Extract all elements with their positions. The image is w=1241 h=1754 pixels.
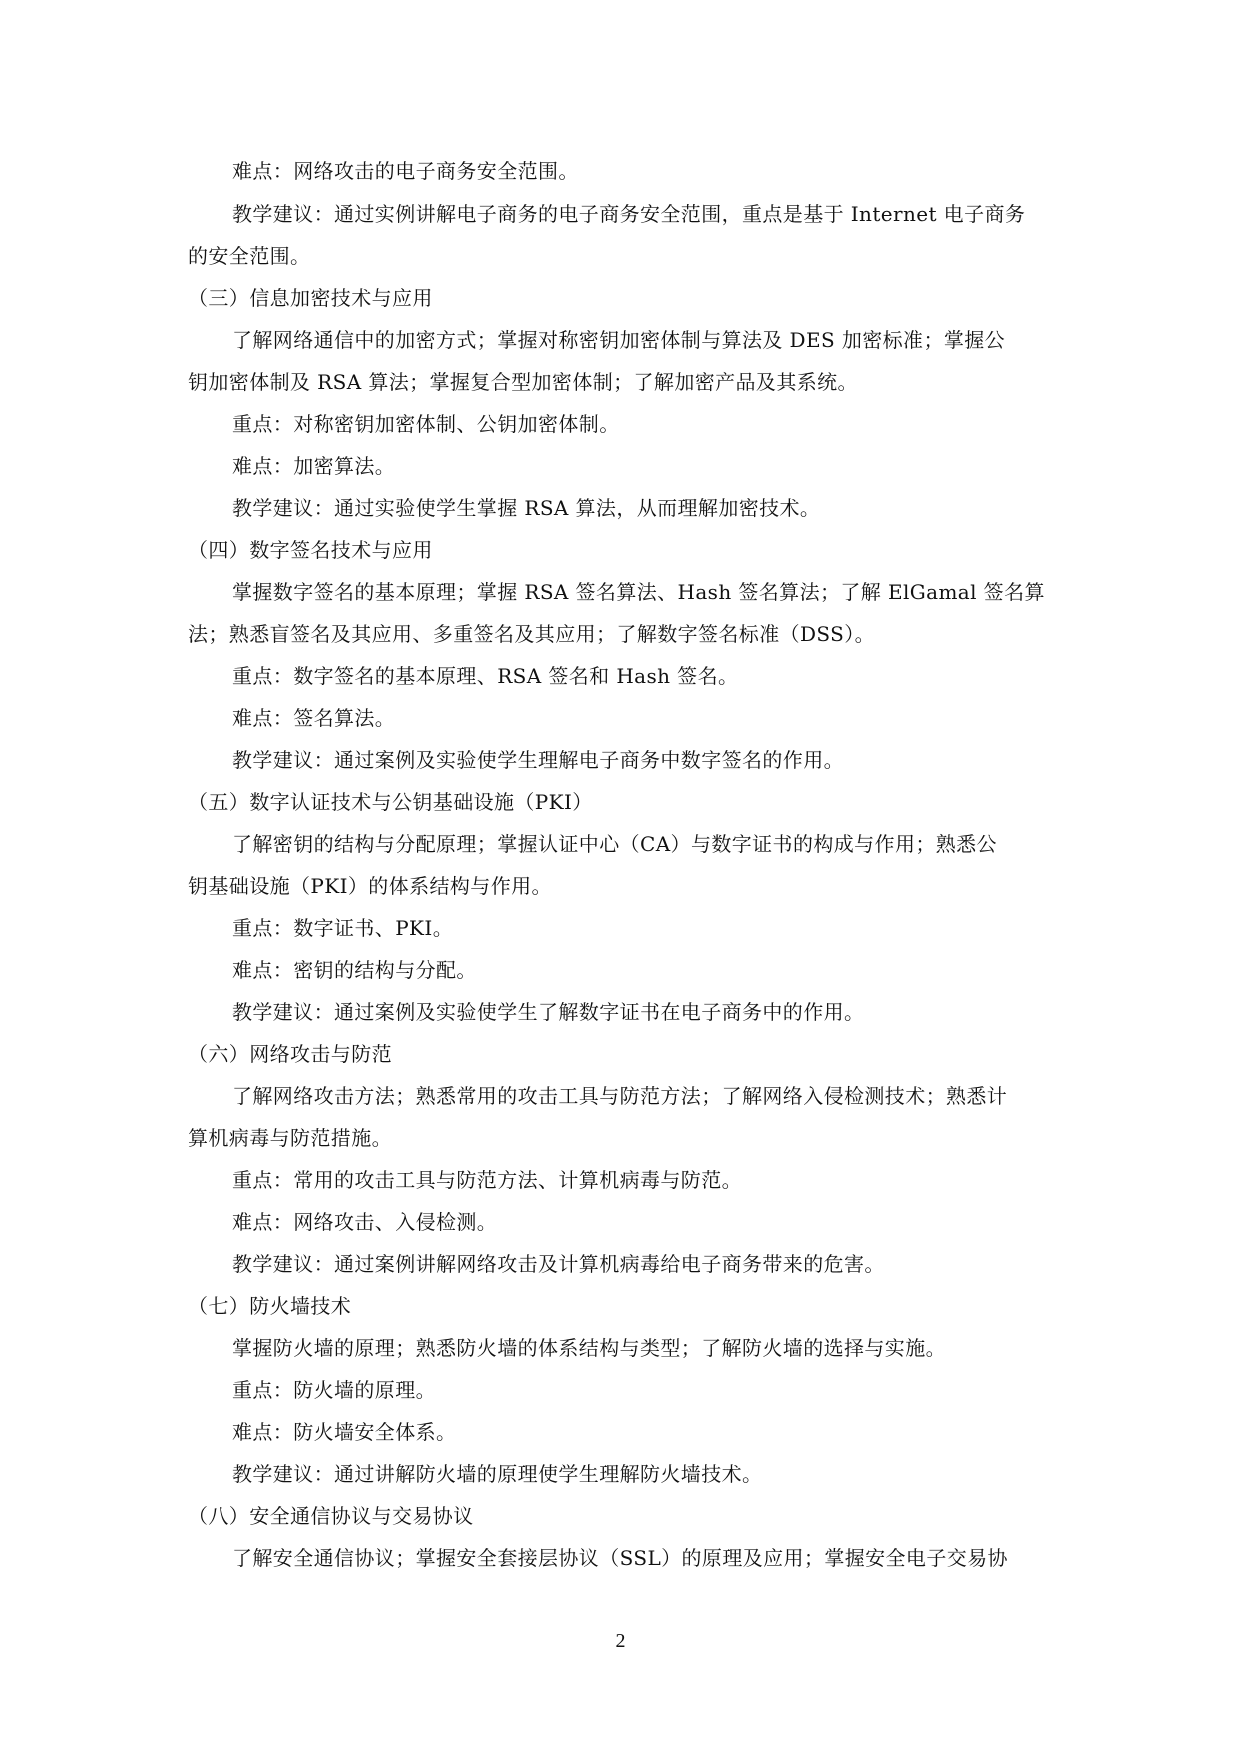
- paragraph-line: 教学建议：通过案例讲解网络攻击及计算机病毒给电子商务带来的危害。: [232, 1252, 885, 1276]
- paragraph-line: 教学建议：通过案例及实验使学生理解电子商务中数字签名的作用。: [232, 748, 844, 772]
- paragraph-line: 掌握防火墙的原理；熟悉防火墙的体系结构与类型；了解防火墙的选择与实施。: [232, 1336, 946, 1360]
- paragraph-line: 教学建议：通过实验使学生掌握 RSA 算法，从而理解加密技术。: [232, 496, 821, 520]
- paragraph-line: 难点：密钥的结构与分配。: [232, 958, 477, 982]
- paragraph-line: 重点：数字证书、PKI。: [232, 916, 454, 940]
- paragraph-line: 重点：防火墙的原理。: [232, 1378, 436, 1402]
- paragraph-line: 掌握数字签名的基本原理；掌握 RSA 签名算法、Hash 签名算法；了解 ElGamal 签名算: [232, 580, 1045, 604]
- paragraph-line: 了解网络通信中的加密方式；掌握对称密钥加密体制与算法及 DES 加密标准；掌握公: [232, 328, 1006, 352]
- section-heading: （八）安全通信协议与交易协议: [188, 1504, 474, 1528]
- paragraph-line: 了解密钥的结构与分配原理；掌握认证中心（CA）与数字证书的构成与作用；熟悉公: [232, 832, 997, 856]
- paragraph-line: 算机病毒与防范措施。: [188, 1126, 392, 1150]
- page-number: 2: [615, 1630, 626, 1652]
- paragraph-line: 钥加密体制及 RSA 算法；掌握复合型加密体制；了解加密产品及其系统。: [188, 370, 858, 394]
- section-heading: （六）网络攻击与防范: [188, 1042, 392, 1066]
- paragraph-line: 了解网络攻击方法；熟悉常用的攻击工具与防范方法；了解网络入侵检测技术；熟悉计: [232, 1084, 1008, 1108]
- paragraph-line: 难点：签名算法。: [232, 706, 396, 730]
- section-heading: （四）数字签名技术与应用: [188, 538, 433, 562]
- paragraph-line: 重点：对称密钥加密体制、公钥加密体制。: [232, 412, 620, 436]
- paragraph-line: 教学建议：通过案例及实验使学生了解数字证书在电子商务中的作用。: [232, 1000, 865, 1024]
- paragraph-line: 难点：网络攻击的电子商务安全范围。: [232, 159, 579, 183]
- paragraph-line: 难点：加密算法。: [232, 454, 396, 478]
- paragraph-line: 法；熟悉盲签名及其应用、多重签名及其应用；了解数字签名标准（DSS）。: [188, 622, 876, 646]
- paragraph-line: 重点：常用的攻击工具与防范方法、计算机病毒与防范。: [232, 1168, 742, 1192]
- paragraph-line: 教学建议：通过讲解防火墙的原理使学生理解防火墙技术。: [232, 1462, 763, 1486]
- paragraph-line: 难点：防火墙安全体系。: [232, 1420, 457, 1444]
- section-heading: （五）数字认证技术与公钥基础设施（PKI）: [188, 790, 593, 814]
- paragraph-line: 钥基础设施（PKI）的体系结构与作用。: [188, 874, 552, 898]
- paragraph-line: 重点：数字签名的基本原理、RSA 签名和 Hash 签名。: [232, 664, 739, 688]
- paragraph-line: 教学建议：通过实例讲解电子商务的电子商务安全范围，重点是基于 Internet 电子商务: [232, 202, 1026, 226]
- paragraph-line: 难点：网络攻击、入侵检测。: [232, 1210, 498, 1234]
- paragraph-line: 了解安全通信协议；掌握安全套接层协议（SSL）的原理及应用；掌握安全电子交易协: [232, 1546, 1008, 1570]
- paragraph-line: 的安全范围。: [188, 244, 311, 268]
- section-heading: （三）信息加密技术与应用: [188, 286, 433, 310]
- section-heading: （七）防火墙技术: [188, 1294, 352, 1318]
